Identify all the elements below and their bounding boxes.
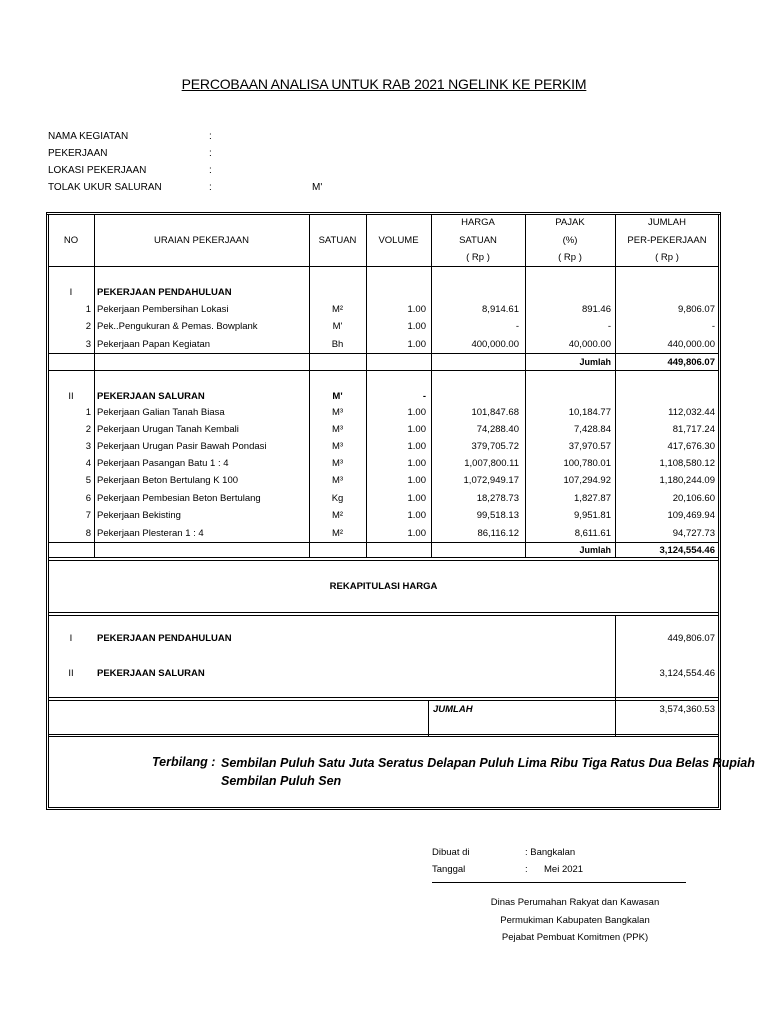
terbilang-line2: Sembilan Puluh Sen (221, 774, 342, 788)
row-no: 4 (85, 458, 91, 469)
subtotal-value: 449,806.07 (667, 357, 715, 368)
info-value-tolak-ukur: M' (312, 182, 323, 193)
rekap-name: PEKERJAAN SALURAN (97, 668, 205, 679)
row-volume: 1.00 (407, 475, 426, 486)
row-pajak: 37,970.57 (568, 441, 611, 452)
row-desc: Pek..Pengukuran & Pemas. Bowplank (97, 321, 258, 332)
rekap-total-label: JUMLAH (433, 704, 473, 715)
row-harga: 99,518.13 (476, 510, 519, 521)
info-colon: : (209, 131, 212, 142)
header-satuan: SATUAN (318, 235, 357, 246)
section-volume: - (422, 391, 426, 402)
row-jumlah: 417,676.30 (667, 441, 715, 452)
info-label-tolak-ukur: TOLAK UKUR SALURAN (48, 182, 162, 193)
signature-divider (432, 882, 686, 883)
header-pajak-rp: ( Rp ) (558, 252, 582, 263)
row-satuan: M² (331, 510, 344, 521)
info-label-nama-kegiatan: NAMA KEGIATAN (48, 131, 129, 142)
row-satuan: M³ (331, 424, 344, 435)
info-label-pekerjaan: PEKERJAAN (48, 148, 108, 159)
row-no: 6 (85, 493, 91, 504)
header-harga: HARGA (461, 217, 495, 228)
info-colon: : (209, 165, 212, 176)
row-harga: 1,007,800.11 (464, 458, 519, 469)
row-harga: 74,288.40 (476, 424, 519, 435)
info-colon: : (209, 148, 212, 159)
row-pajak: 7,428.84 (574, 424, 611, 435)
row-pajak: 891.46 (581, 304, 611, 315)
row-volume: 1.00 (407, 458, 426, 469)
rekap-name: PEKERJAAN PENDAHULUAN (97, 633, 232, 644)
row-no: 7 (85, 510, 91, 521)
row-desc: Pekerjaan Pembersihan Lokasi (97, 304, 229, 315)
subtotal-value: 3,124,554.46 (659, 545, 715, 556)
row-desc: Pekerjaan Pasangan Batu 1 : 4 (97, 458, 229, 469)
row-desc: Pekerjaan Beton Bertulang K 100 (97, 475, 239, 486)
row-harga: 18,278.73 (476, 493, 519, 504)
rekap-value: 449,806.07 (667, 633, 715, 644)
row-pajak: 1,827.87 (574, 493, 611, 504)
row-no: 1 (85, 304, 91, 315)
row-jumlah: 9,806.07 (678, 304, 715, 315)
header-uraian: URAIAN PEKERJAAN (153, 235, 250, 246)
row-satuan: Kg (331, 493, 344, 504)
row-satuan: M' (332, 321, 343, 332)
row-volume: 1.00 (407, 339, 426, 350)
row-no: 3 (85, 441, 91, 452)
signature-line3: Pejabat Pembuat Komitmen (PPK) (501, 932, 649, 943)
row-no: 8 (85, 528, 91, 539)
row-pajak: 10,184.77 (568, 407, 611, 418)
info-label-lokasi: LOKASI PEKERJAAN (48, 165, 147, 176)
tanggal-colon: : (525, 864, 528, 875)
row-pajak: 107,294.92 (563, 475, 611, 486)
header-pajak-percent: (%) (562, 235, 578, 246)
rekap-no: I (69, 633, 73, 644)
row-jumlah: 1,180,244.09 (659, 475, 715, 486)
document-title: PERCOBAAN ANALISA UNTUK RAB 2021 NGELINK KE PERKIM (181, 76, 587, 92)
header-pajak: PAJAK (555, 217, 585, 228)
row-satuan: M² (331, 304, 344, 315)
subtotal-label: Jumlah (579, 357, 611, 367)
row-volume: 1.00 (407, 304, 426, 315)
row-jumlah: 112,032.44 (668, 407, 715, 418)
section-no: II (68, 391, 74, 402)
row-desc: Pekerjaan Urugan Tanah Kembali (97, 424, 239, 435)
row-harga: 101,847.68 (471, 407, 519, 418)
row-volume: 1.00 (407, 321, 426, 332)
row-no: 2 (85, 424, 91, 435)
row-harga: 86,116.12 (477, 528, 519, 539)
row-harga: 1,072,949.17 (463, 475, 519, 486)
header-jumlah-per: PER-PEKERJAAN (627, 235, 707, 246)
row-jumlah: 20,106.60 (672, 493, 715, 504)
subtotal-label: Jumlah (579, 545, 611, 555)
row-satuan: Bh (331, 339, 344, 350)
row-desc: Pekerjaan Galian Tanah Biasa (97, 407, 225, 418)
row-pajak: 100,780.01 (563, 458, 611, 469)
row-jumlah: 81,717.24 (672, 424, 715, 435)
row-volume: 1.00 (407, 493, 426, 504)
section-satuan: M' (332, 391, 343, 402)
row-pajak: 9,951.81 (574, 510, 611, 521)
row-no: 1 (85, 407, 91, 418)
row-no: 2 (85, 321, 91, 332)
row-volume: 1.00 (407, 424, 426, 435)
signature-line2: Permukiman Kabupaten Bangkalan (500, 915, 650, 926)
row-pajak: 40,000.00 (568, 339, 611, 350)
row-jumlah: 109,469.94 (667, 510, 715, 521)
header-jumlah-rp: ( Rp ) (655, 252, 679, 263)
row-jumlah: 94,727.73 (672, 528, 715, 539)
row-harga: 379,705.72 (471, 441, 519, 452)
row-harga: 8,914.61 (482, 304, 519, 315)
row-pajak: - (607, 321, 611, 332)
dibuat-value: : Bangkalan (525, 847, 576, 858)
rekap-value: 3,124,554.46 (659, 668, 715, 679)
row-volume: 1.00 (407, 528, 426, 539)
rekap-no: II (68, 668, 74, 679)
header-volume: VOLUME (378, 235, 419, 246)
header-no: NO (63, 235, 79, 246)
row-volume: 1.00 (407, 510, 426, 521)
row-pajak: 8,611.61 (574, 528, 611, 539)
section-no: I (69, 287, 73, 298)
row-satuan: M³ (331, 407, 344, 418)
row-volume: 1.00 (407, 407, 426, 418)
rekap-total-value: 3,574,360.53 (659, 704, 715, 715)
row-harga: 400,000.00 (471, 339, 519, 350)
signature-line1: Dinas Perumahan Rakyat dan Kawasan (490, 897, 660, 908)
row-desc: Pekerjaan Pembesian Beton Bertulang (97, 493, 261, 504)
header-harga-rp: ( Rp ) (466, 252, 490, 263)
dibuat-label: Dibuat di (432, 847, 470, 858)
info-colon: : (209, 182, 212, 193)
terbilang-line1: Sembilan Puluh Satu Juta Seratus Delapan Puluh Lima Ribu Tiga Ratus Dua Belas Rupiah (221, 756, 755, 770)
terbilang-label: Terbilang : (152, 755, 216, 769)
row-satuan: M² (331, 528, 344, 539)
section-title: PEKERJAAN SALURAN (97, 391, 205, 402)
row-harga: - (515, 321, 519, 332)
row-satuan: M³ (331, 475, 344, 486)
row-desc: Pekerjaan Plesteran 1 : 4 (97, 528, 204, 539)
row-desc: Pekerjaan Urugan Pasir Bawah Pondasi (97, 441, 267, 452)
row-satuan: M³ (331, 441, 344, 452)
row-no: 3 (85, 339, 91, 350)
row-no: 5 (85, 475, 91, 486)
section-title: PEKERJAAN PENDAHULUAN (97, 287, 232, 298)
row-jumlah: 440,000.00 (667, 339, 715, 350)
row-volume: 1.00 (407, 441, 426, 452)
row-jumlah: - (711, 321, 715, 332)
header-harga-satuan: SATUAN (459, 235, 497, 246)
tanggal-label: Tanggal (432, 864, 466, 875)
row-jumlah: 1,108,580.12 (659, 458, 715, 469)
row-satuan: M³ (331, 458, 344, 469)
header-jumlah: JUMLAH (647, 217, 686, 228)
row-desc: Pekerjaan Bekisting (97, 510, 181, 521)
rekap-title: REKAPITULASI HARGA (329, 581, 438, 592)
row-desc: Pekerjaan Papan Kegiatan (97, 339, 211, 350)
tanggal-value: Mei 2021 (544, 864, 584, 875)
